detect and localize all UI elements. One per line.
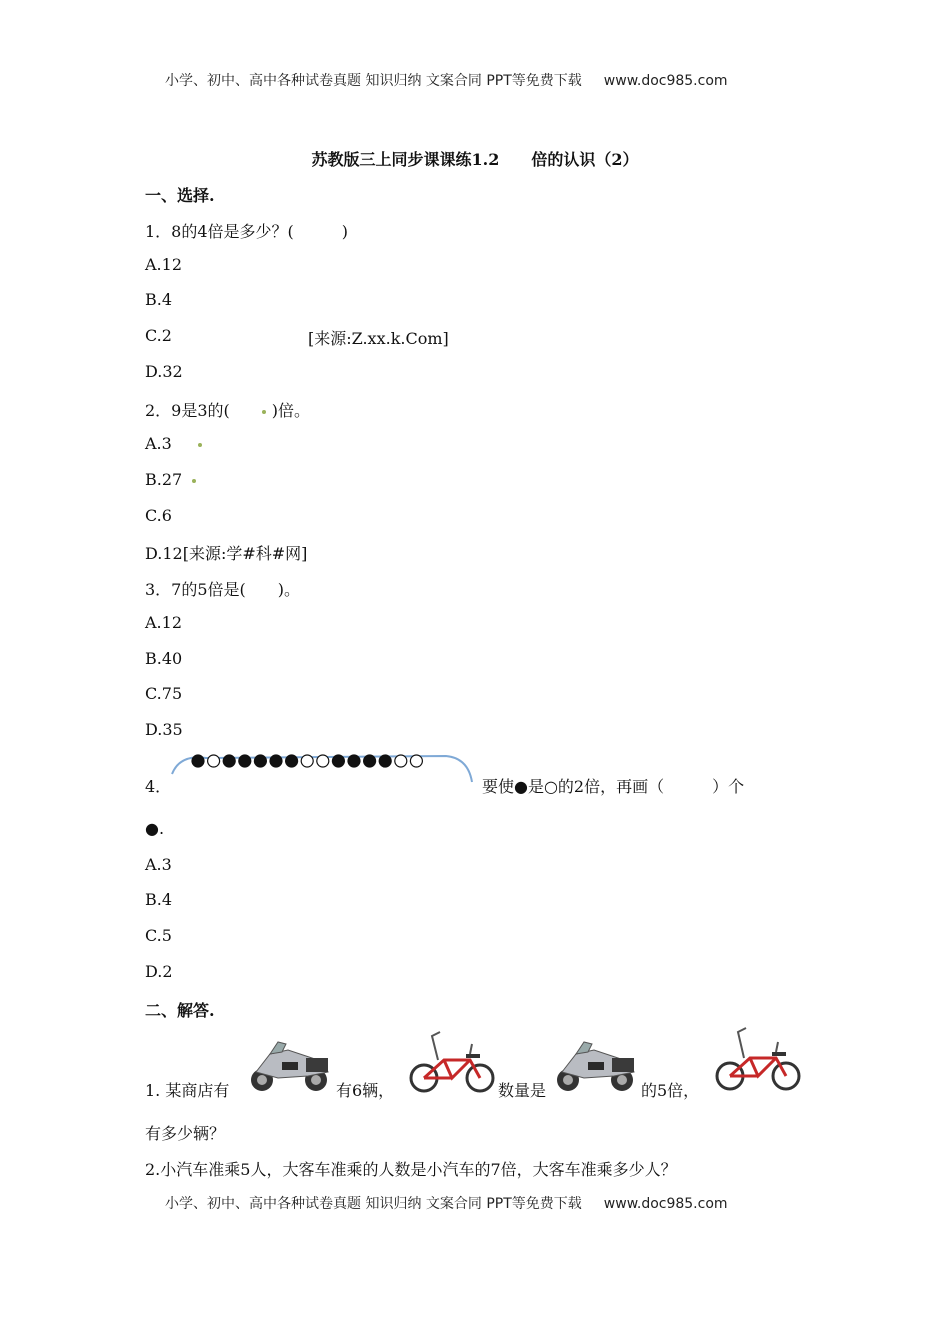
- filled-circle: [379, 755, 391, 767]
- question-2-option-b: [145, 470, 196, 489]
- question-2-option-d: D.12[来源:学#科#网]: [145, 544, 308, 563]
- footer-url: www.doc985.com: [603, 1196, 728, 1212]
- question-1-option-c: C.2: [145, 326, 172, 345]
- decorative-dot: [192, 479, 196, 483]
- question-2-stem: [145, 398, 310, 421]
- bicycle-icon: [408, 1030, 496, 1096]
- question-3-option-c-text-end: 5: [171, 684, 183, 703]
- question-3-option-b: B.40: [145, 649, 183, 668]
- question-4-number: 4．: [145, 777, 172, 796]
- filled-circle: [364, 755, 376, 767]
- question-2-stem-end: )倍。: [271, 401, 311, 420]
- circles-figure: [166, 748, 474, 792]
- bicycle-icon: [714, 1024, 802, 1094]
- question-4-stem-continued: ●.: [145, 819, 165, 838]
- question-2-option-b-text: B.27: [145, 470, 183, 489]
- section-choice-heading: 一、选择.: [145, 186, 215, 205]
- question-3-option-a: A.12: [145, 613, 182, 632]
- decorative-dot: [198, 443, 202, 447]
- section-answer-heading: 二、解答.: [145, 1001, 215, 1020]
- problem-2-text: 2.小汽车准乘5人，大客车准乘的人数是小汽车的7倍，大客车准乘多少人？: [145, 1160, 677, 1179]
- problem-1-text-2: 有6辆，: [336, 1081, 395, 1100]
- question-4-option-c: C.5: [145, 926, 172, 945]
- decorative-dot: [262, 410, 266, 414]
- open-circle: [301, 755, 313, 767]
- question-4-stem: 要使●是○的2倍，再画（ ）个: [482, 777, 745, 796]
- header-text: 小学、初中、高中各种试卷真题 知识归纳 文案合同 PPT等免费下载: [165, 73, 582, 89]
- filled-circle: [192, 755, 204, 767]
- question-3-option-c-text: C.7: [145, 684, 172, 703]
- open-circle: [410, 755, 422, 767]
- question-1-stem: 1．8的4倍是多少？( ): [145, 222, 349, 241]
- page-header: [165, 70, 728, 90]
- question-4-option-a: A.3: [145, 855, 172, 874]
- page-title: 苏教版三上同步课课练1.2 倍的认识（2）: [311, 150, 639, 169]
- question-2-option-a-text: A.3: [145, 434, 172, 453]
- question-4-option-d: D.2: [145, 962, 173, 981]
- question-1-option-b: B.4: [145, 290, 173, 309]
- question-1-option-d: D.32: [145, 362, 183, 381]
- open-circle: [317, 755, 329, 767]
- open-circle: [208, 755, 220, 767]
- question-2-stem-start: 2．9是3的(: [145, 401, 262, 420]
- problem-1-text-3: 数量是: [498, 1081, 547, 1100]
- question-1-source-note: [来源:Z.xx.k.Com]: [308, 329, 449, 348]
- problem-1-text-start: 1. 某商店有: [145, 1081, 230, 1100]
- question-1-option-a: A.12: [145, 255, 182, 274]
- filled-circle: [254, 755, 266, 767]
- question-3-stem: 3．7的5倍是( )。: [145, 580, 301, 599]
- filled-circle: [239, 755, 251, 767]
- filled-circle: [348, 755, 360, 767]
- motorcycle-icon: [554, 1036, 640, 1094]
- problem-1-text-4: 的5倍，: [641, 1081, 700, 1100]
- problem-1-text-end: 有多少辆？: [145, 1124, 226, 1143]
- question-2-option-a: [145, 434, 202, 453]
- page-footer: [165, 1193, 728, 1213]
- circle-row: [192, 755, 422, 767]
- filled-circle: [286, 755, 298, 767]
- header-url: www.doc985.com: [603, 73, 728, 89]
- filled-circle: [270, 755, 282, 767]
- question-3-option-c: [145, 684, 182, 703]
- filled-circle: [332, 755, 344, 767]
- open-circle: [395, 755, 407, 767]
- motorcycle-icon: [248, 1036, 334, 1094]
- question-4-option-b: B.4: [145, 890, 173, 909]
- footer-text: 小学、初中、高中各种试卷真题 知识归纳 文案合同 PPT等免费下载: [165, 1196, 582, 1212]
- question-3-option-d: D.35: [145, 720, 183, 739]
- filled-circle: [223, 755, 235, 767]
- question-2-option-c: C.6: [145, 506, 172, 525]
